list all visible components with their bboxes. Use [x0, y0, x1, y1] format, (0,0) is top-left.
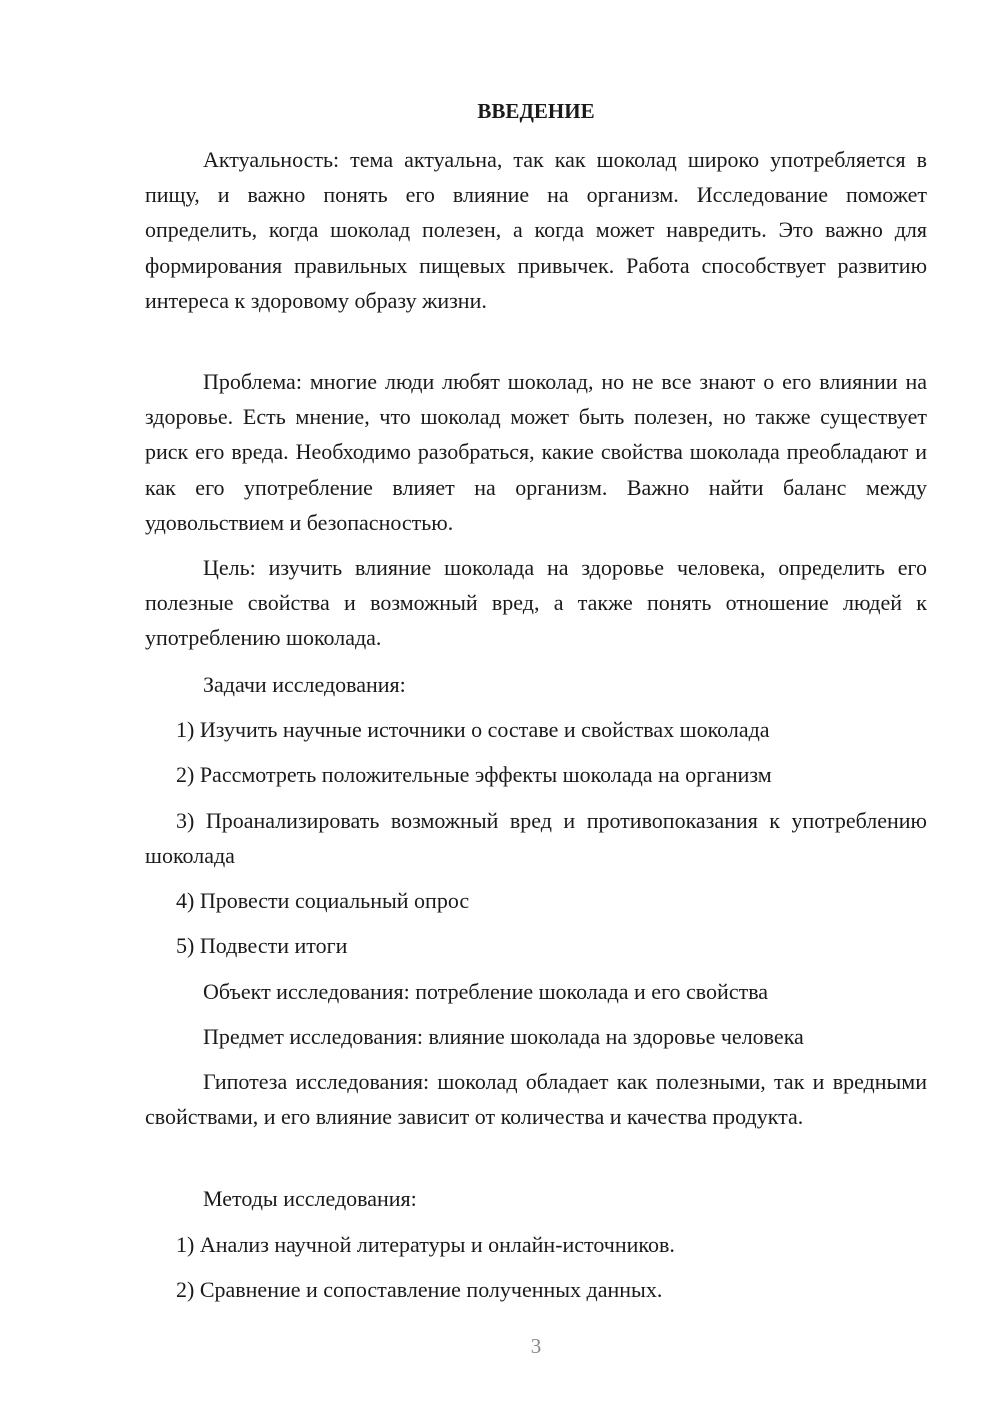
- relevance-paragraph: Актуальность: тема актуальна, так как шоколад широко употребляется в пищу, и важно понять его влияние на организм. Исследование поможет определить, когда шоколад полезен, а когда может навредить. Это важно для формирования правильных пищевых привычек. Работа способствует развитию интереса к здоровому образу жизни.: [145, 147, 927, 313]
- task-item-5: 5) Подвести итоги: [176, 933, 348, 958]
- problem-paragraph: Проблема: многие люди любят шоколад, но не все знают о его влиянии на здоровье. Есть мнение, что шоколад может быть полезен, но также существует риск его вреда. Необходимо разобраться, какие свойства шоколада преобладают и как его употребление влияет на организм. Важно найти баланс между удовольствием и безопасностью.: [145, 369, 927, 535]
- object-paragraph: Объект исследования: потребление шоколада и его свойства: [203, 979, 769, 1004]
- tasks-heading: Задачи исследования:: [203, 672, 406, 697]
- task-item-2: 2) Рассмотреть положительные эффекты шоколада на организм: [176, 762, 772, 787]
- goal-paragraph: Цель: изучить влияние шоколада на здоровье человека, определить его полезные свойства и возможный вред, а также понять отношение людей к употреблению шоколада.: [145, 555, 927, 651]
- task-item-1: 1) Изучить научные источники о составе и свойствах шоколада: [176, 717, 770, 742]
- section-title: ВВЕДЕНИЕ: [477, 99, 595, 123]
- task-item-4: 4) Провести социальный опрос: [176, 888, 470, 913]
- method-item-1: 1) Анализ научной литературы и онлайн-источников.: [176, 1232, 675, 1257]
- method-item-2: 2) Сравнение и сопоставление полученных данных.: [176, 1277, 663, 1302]
- task-item-3: 3) Проанализировать возможный вред и противопоказания к употреблению шоколада: [145, 808, 927, 869]
- methods-heading: Методы исследования:: [203, 1186, 417, 1211]
- subject-paragraph: Предмет исследования: влияние шоколада на здоровье человека: [203, 1024, 804, 1049]
- hypothesis-paragraph: Гипотеза исследования: шоколад обладает как полезными, так и вредными свойствами, и его влияние зависит от количества и качества продукта.: [145, 1069, 927, 1130]
- page-number: 3: [530, 1334, 542, 1358]
